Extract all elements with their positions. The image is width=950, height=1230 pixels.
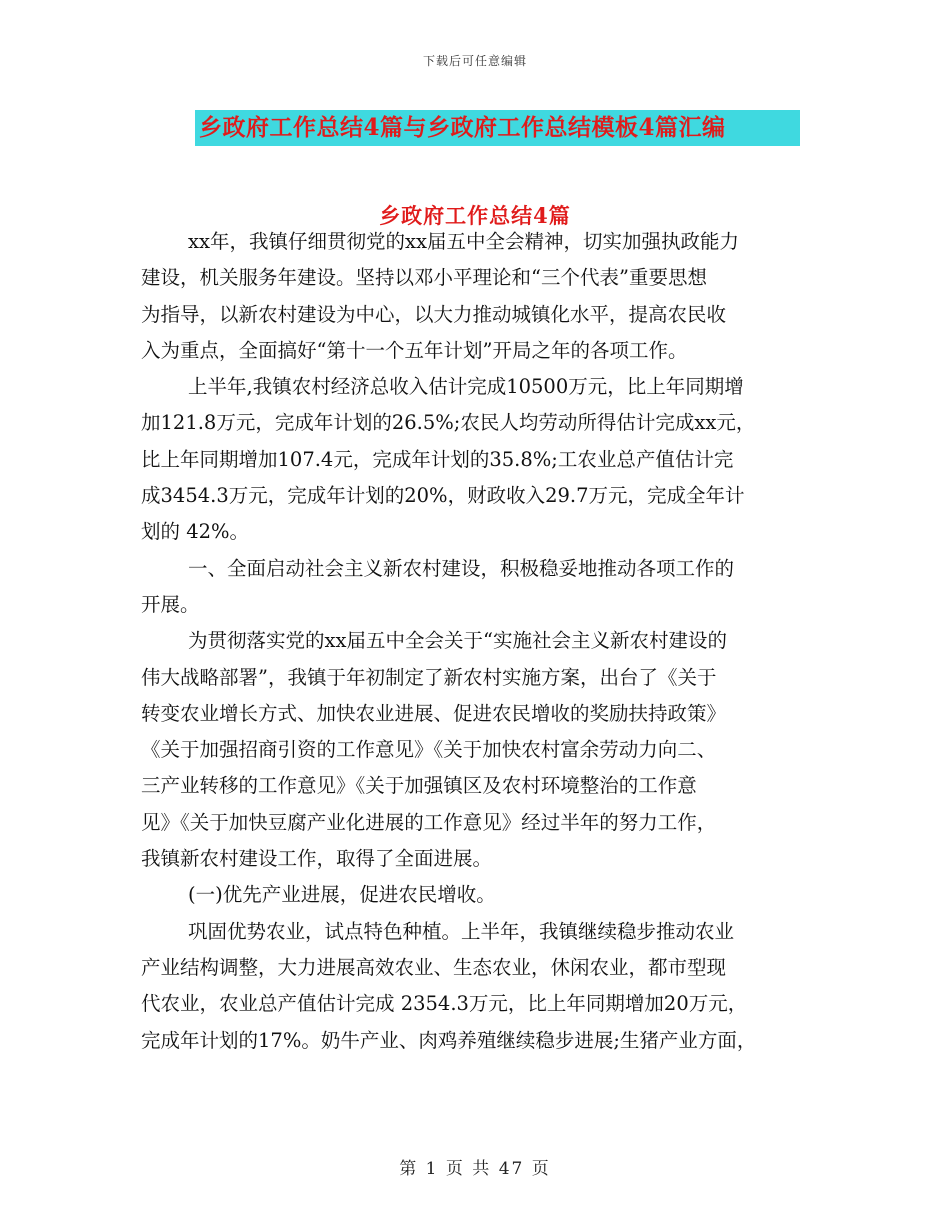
text-line: 成3454.3万元，完成年计划的20%，财政收入29.7万元，完成全年计 (141, 484, 745, 508)
text-line: 伟大战略部署”，我镇于年初制定了新农村实施方案，出台了《关于 (141, 665, 717, 689)
text-line: 产业结构调整，大力进展高效农业、生态农业，休闲农业，都市型现 (141, 955, 727, 979)
body-text (141, 224, 821, 1059)
text-line: 加121.8万元，完成年计划的26.5%;农民人均劳动所得估计完成xx元， (141, 411, 756, 435)
text-line: (一)优先产业进展，促进农民增收。 (188, 883, 496, 907)
text-line: xx年，我镇仔细贯彻党的xx届五中全会精神，切实加强执政能力 (188, 230, 739, 253)
text-line: 《关于加强招商引资的工作意见》《关于加快农村富余劳动力向二、 (141, 738, 717, 762)
main-title-wrap (195, 110, 800, 146)
text-line: 见》《关于加快豆腐产业化进展的工作意见》经过半年的努力工作， (141, 810, 717, 834)
text-line: 为指导，以新农村建设为中心，以大力推动城镇化水平，提高农民收 (141, 302, 727, 326)
header-note: 下载后可任意编辑 (422, 54, 527, 68)
text-line: 完成年计划的17%。奶牛产业、肉鸡养殖继续稳步进展;生猪产业方面， (141, 1028, 757, 1052)
text-line: 为贯彻落实党的xx届五中全会关于“实施社会主义新农村建设的 (188, 629, 727, 653)
text-line: 入为重点，全面搞好“第十一个五年计划”开局之年的各项工作。 (141, 338, 688, 362)
page-footer: 第 1 页 共 47 页 (399, 1159, 551, 1179)
text-line: 开展。 (141, 592, 200, 616)
main-title: 乡政府工作总结4篇与乡政府工作总结模板4篇汇编 (195, 110, 800, 146)
text-line: 比上年同期增加107.4元，完成年计划的35.8%;工农业总产值估计完 (141, 447, 734, 471)
text-line: 代农业，农业总产值估计完成 2354.3万元，比上年同期增加20万元， (141, 992, 748, 1016)
text-line: 三产业转移的工作意见》《关于加强镇区及农村环境整治的工作意 (141, 774, 697, 798)
text-line: 我镇新农村建设工作，取得了全面进展。 (141, 847, 493, 871)
text-line: 转变农业增长方式、加快农业进展、促进农民增收的奖励扶持政策》 (141, 701, 727, 725)
text-line: 一、全面启动社会主义新农村建设，积极稳妥地推动各项工作的 (188, 556, 735, 580)
text-line: 划的 42%。 (141, 520, 250, 544)
text-line: 上半年,我镇农村经济总收入估计完成10500万元，比上年同期增 (188, 375, 744, 399)
text-line: 巩固优势农业，试点特色种植。上半年，我镇继续稳步推动农业 (188, 919, 735, 943)
text-line: 建设，机关服务年建设。坚持以邓小平理论和“三个代表”重要思想 (141, 266, 707, 290)
sub-title: 乡政府工作总结4篇 (379, 203, 571, 228)
